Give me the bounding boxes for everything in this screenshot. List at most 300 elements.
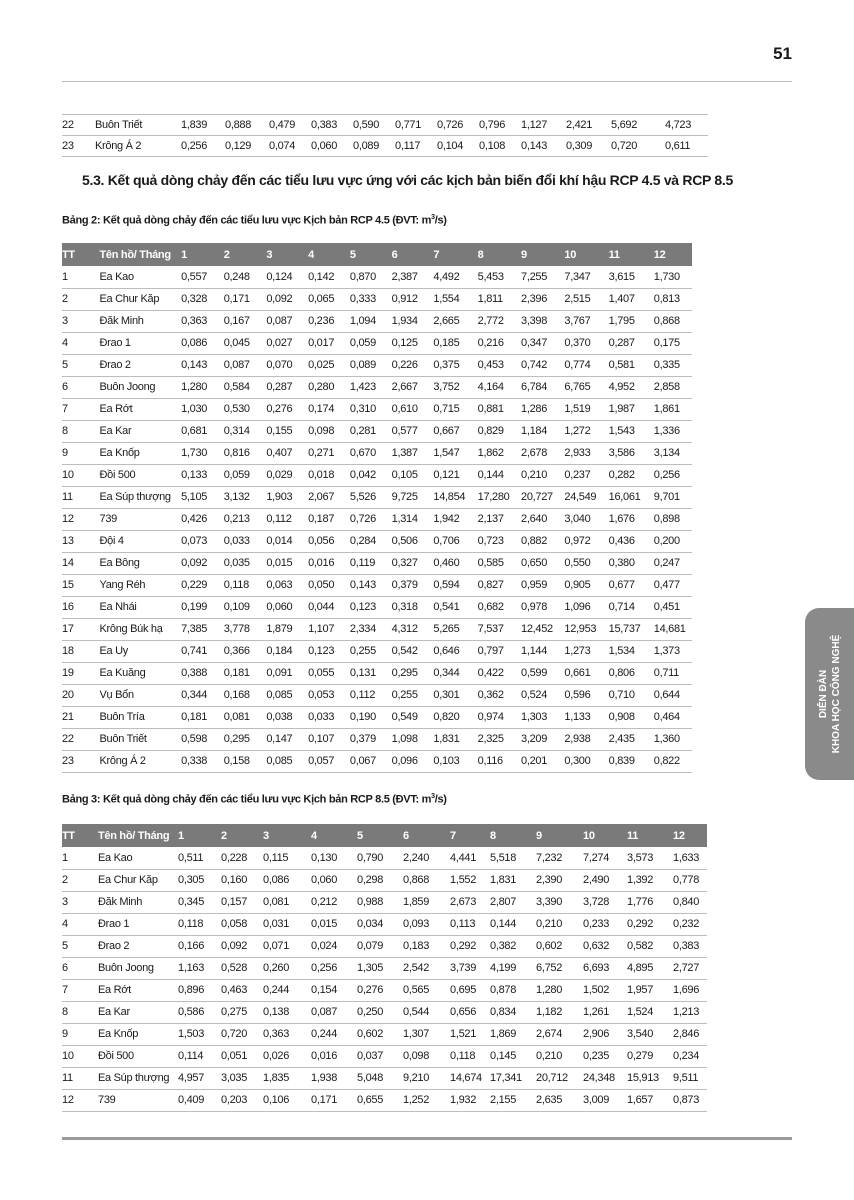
- table-row: [62, 913, 707, 935]
- table-cell: 10: [62, 464, 100, 486]
- table-cell: 0,333: [350, 288, 392, 310]
- table-cell: Ea Rớt: [100, 398, 182, 420]
- table-cell: 1,534: [609, 640, 654, 662]
- column-header: 11: [608, 248, 620, 261]
- table-cell: 7: [62, 398, 100, 420]
- table-cell: 0,087: [311, 1001, 357, 1023]
- table-cell: 0,060: [311, 136, 353, 157]
- table-cell: Đồi 500: [100, 464, 182, 486]
- table-cell: 1,360: [654, 728, 692, 750]
- table-cell: 0,726: [437, 115, 479, 136]
- table-cell: 0,244: [263, 979, 311, 1001]
- table-cell: 0,741: [181, 640, 224, 662]
- table-cell: 0,816: [224, 442, 267, 464]
- table-cell: 1,730: [181, 442, 224, 464]
- table-cell: 0,292: [450, 935, 490, 957]
- table-cell: Krông Á 2: [100, 750, 182, 772]
- table-cell: 0,229: [181, 574, 224, 596]
- table-cell: 0,978: [521, 596, 564, 618]
- table-cell: 0,276: [266, 398, 308, 420]
- table-cell: 0,133: [181, 464, 224, 486]
- table-cell: 1,835: [263, 1067, 311, 1089]
- table-cell: 14,674: [450, 1067, 490, 1089]
- table-cell: Buôn Joong: [98, 957, 178, 979]
- column-header: 9: [521, 248, 527, 261]
- table-cell: 0,031: [263, 913, 311, 935]
- table-cell: 1,127: [521, 115, 566, 136]
- table3: [62, 824, 707, 1112]
- table-cell: 6,784: [521, 376, 564, 398]
- table-cell: 0,774: [564, 354, 608, 376]
- table-row: [62, 1089, 707, 1111]
- table-cell: 0,726: [350, 508, 392, 530]
- table-cell: 1,107: [308, 618, 350, 640]
- table-cell: 3,778: [224, 618, 267, 640]
- table-cell: Đăk Minh: [98, 891, 178, 913]
- table-cell: 0,882: [521, 530, 564, 552]
- table-cell: 7: [62, 979, 98, 1001]
- table-row: [62, 662, 692, 684]
- table-cell: 0,045: [224, 332, 267, 354]
- table-cell: 1: [62, 847, 98, 869]
- table-cell: 20,712: [536, 1067, 583, 1089]
- table-cell: 0,281: [350, 420, 392, 442]
- table-cell: 0,092: [266, 288, 308, 310]
- table-cell: 0,113: [450, 913, 490, 935]
- column-header: 1: [181, 248, 187, 261]
- table-cell: 9: [62, 1023, 98, 1045]
- table-cell: 0,644: [654, 684, 692, 706]
- table-cell: 0,089: [350, 354, 392, 376]
- table-row: [62, 728, 692, 750]
- table-row: [62, 486, 692, 508]
- table-cell: 24,348: [583, 1067, 627, 1089]
- table-cell: Ea Rớt: [98, 979, 178, 1001]
- table-cell: 0,210: [521, 464, 564, 486]
- table-cell: 1,932: [450, 1089, 490, 1111]
- table-row: [62, 464, 692, 486]
- table-cell: 4,492: [433, 266, 477, 288]
- table-cell: 1,861: [654, 398, 692, 420]
- table-cell: 1,184: [521, 420, 564, 442]
- table-cell: 0,868: [403, 869, 450, 891]
- table-cell: 0,528: [221, 957, 263, 979]
- table-cell: 0,250: [357, 1001, 403, 1023]
- side-tab-line1: DIỄN ĐÀN: [817, 669, 829, 719]
- table-cell: 0,318: [392, 596, 434, 618]
- table-cell: 4,199: [490, 957, 536, 979]
- table-cell: 0,723: [478, 530, 521, 552]
- table-cell: 0,375: [433, 354, 477, 376]
- table-cell: 0,379: [392, 574, 434, 596]
- table-cell: 0,898: [654, 508, 692, 530]
- table-cell: 0,771: [395, 115, 437, 136]
- table-cell: 0,287: [609, 332, 654, 354]
- table-cell: 1,547: [433, 442, 477, 464]
- table-cell: 0,167: [224, 310, 267, 332]
- table-cell: 0,226: [392, 354, 434, 376]
- table-cell: 3,739: [450, 957, 490, 979]
- table-cell: 0,033: [308, 706, 350, 728]
- table-row: [62, 574, 692, 596]
- table-cell: Vụ Bổn: [100, 684, 182, 706]
- table-cell: 3,752: [433, 376, 477, 398]
- table-cell: 9: [62, 442, 100, 464]
- table-cell: 1,862: [478, 442, 521, 464]
- table-cell: 1,286: [521, 398, 564, 420]
- table-cell: 1,280: [536, 979, 583, 1001]
- table-cell: 12: [62, 1089, 98, 1111]
- table-cell: 0,309: [566, 136, 611, 157]
- table-cell: 2,678: [521, 442, 564, 464]
- table-cell: 1,423: [350, 376, 392, 398]
- table-row: [62, 354, 692, 376]
- table-cell: 0,453: [478, 354, 521, 376]
- column-header: 4: [311, 829, 317, 842]
- table-cell: 0,058: [221, 913, 263, 935]
- table-cell: 0,138: [263, 1001, 311, 1023]
- table-cell: 11: [62, 486, 100, 508]
- table-cell: 0,091: [266, 662, 308, 684]
- table-cell: 0,256: [311, 957, 357, 979]
- table-cell: 15,737: [609, 618, 654, 640]
- table-cell: 0,144: [490, 913, 536, 935]
- table-cell: 0,881: [478, 398, 521, 420]
- column-header: 4: [308, 248, 314, 261]
- table-cell: 23: [62, 750, 100, 772]
- table-cell: 1,213: [673, 1001, 707, 1023]
- table-cell: 15,913: [627, 1067, 673, 1089]
- table-cell: 0,119: [350, 552, 392, 574]
- column-header: 2: [221, 829, 227, 842]
- table-cell: 0,363: [263, 1023, 311, 1045]
- table-cell: 0,121: [433, 464, 477, 486]
- table-cell: 3: [62, 891, 98, 913]
- table-cell: 0,081: [263, 891, 311, 913]
- table-cell: 2,933: [564, 442, 608, 464]
- table-cell: Ea Kao: [98, 847, 178, 869]
- column-header: 5: [349, 248, 356, 261]
- table-cell: 0,282: [609, 464, 654, 486]
- table-cell: 1,776: [627, 891, 673, 913]
- table-cell: 0,682: [478, 596, 521, 618]
- table-cell: 0,477: [654, 574, 692, 596]
- table-cell: 0,720: [221, 1023, 263, 1045]
- table-cell: 2,906: [583, 1023, 627, 1045]
- table-row: [62, 136, 708, 157]
- table-cell: 0,646: [433, 640, 477, 662]
- table-cell: 0,107: [308, 728, 350, 750]
- table-cell: 24,549: [564, 486, 608, 508]
- table-row: [62, 618, 692, 640]
- table-cell: 0,067: [350, 750, 392, 772]
- table-cell: 0,109: [224, 596, 267, 618]
- table-cell: 1,182: [536, 1001, 583, 1023]
- table-cell: 14,854: [433, 486, 477, 508]
- table-cell: 2,515: [564, 288, 608, 310]
- table-cell: 0,063: [266, 574, 308, 596]
- table-cell: 0,797: [478, 640, 521, 662]
- table-cell: Đội 4: [100, 530, 182, 552]
- table-cell: 0,074: [269, 136, 311, 157]
- table-cell: 0,382: [490, 935, 536, 957]
- table-row: [62, 288, 692, 310]
- table-cell: 0,027: [266, 332, 308, 354]
- table-cell: 0,530: [224, 398, 267, 420]
- table-cell: 1,903: [266, 486, 308, 508]
- table-cell: 1,133: [564, 706, 608, 728]
- table-cell: 2,673: [450, 891, 490, 913]
- table-cell: 0,255: [392, 684, 434, 706]
- table-cell: 0,670: [350, 442, 392, 464]
- table-cell: 13: [62, 530, 100, 552]
- table-cell: 0,276: [357, 979, 403, 1001]
- table-cell: 0,271: [308, 442, 350, 464]
- table-cell: 1,305: [357, 957, 403, 979]
- table-cell: 1,407: [609, 288, 654, 310]
- table-cell: Ea Nhái: [100, 596, 182, 618]
- table-cell: 0,370: [564, 332, 608, 354]
- table-cell: 1,957: [627, 979, 673, 1001]
- side-tab: [805, 608, 854, 780]
- table-cell: 0,300: [564, 750, 608, 772]
- table-cell: 8: [62, 1001, 98, 1023]
- table-cell: 0,379: [350, 728, 392, 750]
- table-cell: 1,307: [403, 1023, 450, 1045]
- table-cell: 0,301: [433, 684, 477, 706]
- table-cell: 0,813: [654, 288, 692, 310]
- table-cell: 3,767: [564, 310, 608, 332]
- table-cell: 9,511: [673, 1067, 707, 1089]
- table-cell: 0,460: [433, 552, 477, 574]
- column-header: 3: [266, 248, 273, 261]
- table-cell: 0,087: [266, 310, 308, 332]
- table-row: [62, 115, 708, 136]
- table-cell: 1,676: [609, 508, 654, 530]
- table-cell: 0,422: [478, 662, 521, 684]
- table-cell: 0,328: [181, 288, 224, 310]
- table-cell: 0,105: [392, 464, 434, 486]
- table-cell: 2,542: [403, 957, 450, 979]
- table-cell: 0,026: [263, 1045, 311, 1067]
- table-cell: 2,435: [609, 728, 654, 750]
- table-row: [62, 310, 692, 332]
- table-cell: 16: [62, 596, 100, 618]
- table-cell: 0,108: [479, 136, 521, 157]
- table-cell: 0,118: [178, 913, 221, 935]
- table-cell: 0,228: [221, 847, 263, 869]
- table-cell: 7,232: [536, 847, 583, 869]
- table-cell: 23: [62, 136, 95, 157]
- table-cell: 0,363: [181, 310, 224, 332]
- table-cell: 0,335: [654, 354, 692, 376]
- table-cell: 1,261: [583, 1001, 627, 1023]
- table-cell: 2,155: [490, 1089, 536, 1111]
- table-cell: 0,695: [450, 979, 490, 1001]
- table-cell: 1,942: [433, 508, 477, 530]
- table-cell: 12,452: [521, 618, 564, 640]
- table-cell: 9,725: [392, 486, 434, 508]
- table-cell: 0,599: [521, 662, 564, 684]
- table-cell: 3,040: [564, 508, 608, 530]
- table-cell: 7,537: [478, 618, 521, 640]
- table-cell: 0,053: [308, 684, 350, 706]
- table-row: [62, 684, 692, 706]
- table-cell: 0,585: [478, 552, 521, 574]
- table-cell: 0,586: [178, 1001, 221, 1023]
- table-cell: 2,390: [536, 869, 583, 891]
- table-cell: 0,677: [609, 574, 654, 596]
- table-cell: 1,552: [450, 869, 490, 891]
- table-cell: 2,858: [654, 376, 692, 398]
- table-cell: 14,681: [654, 618, 692, 640]
- table-cell: 0,584: [224, 376, 267, 398]
- table-cell: 0,199: [181, 596, 224, 618]
- table-cell: 0,065: [308, 288, 350, 310]
- table-cell: 0,888: [225, 115, 269, 136]
- table-cell: 0,656: [450, 1001, 490, 1023]
- table-cell: 0,878: [490, 979, 536, 1001]
- table-row: [62, 420, 692, 442]
- table-cell: 0,426: [181, 508, 224, 530]
- table-cell: 2,665: [433, 310, 477, 332]
- table-cell: 2,240: [403, 847, 450, 869]
- table-cell: 0,557: [181, 266, 224, 288]
- table-cell: Ea Kar: [100, 420, 182, 442]
- table-cell: 0,185: [433, 332, 477, 354]
- table-cell: 0,380: [609, 552, 654, 574]
- table-cell: 5,265: [433, 618, 477, 640]
- table-cell: 0,236: [308, 310, 350, 332]
- table-cell: 0,244: [311, 1023, 357, 1045]
- table-row: [62, 640, 692, 662]
- table-cell: 0,366: [224, 640, 267, 662]
- table-cell: 19: [62, 662, 100, 684]
- table-cell: 0,124: [266, 266, 308, 288]
- table-cell: 17,280: [478, 486, 521, 508]
- table-cell: 2: [62, 869, 98, 891]
- table-cell: 5: [62, 354, 100, 376]
- table-cell: 0,086: [263, 869, 311, 891]
- table-cell: 0,972: [564, 530, 608, 552]
- page-number: 51: [773, 44, 792, 63]
- table-cell: 0,661: [564, 662, 608, 684]
- table-cell: 0,155: [266, 420, 308, 442]
- table-cell: 1,303: [521, 706, 564, 728]
- table-cell: 2,334: [350, 618, 392, 640]
- column-header: 9: [536, 829, 542, 842]
- table-cell: 6,765: [564, 376, 608, 398]
- table-row: [62, 869, 707, 891]
- table-cell: 20,727: [521, 486, 564, 508]
- table-cell: 2,325: [478, 728, 521, 750]
- table-cell: 0,038: [266, 706, 308, 728]
- table-cell: 8: [62, 420, 100, 442]
- table-cell: 0,115: [263, 847, 311, 869]
- table-cell: Yang Réh: [100, 574, 182, 596]
- table-cell: 3,540: [627, 1023, 673, 1045]
- table-cell: 0,116: [478, 750, 521, 772]
- table-cell: Ea Súp thượng: [98, 1067, 178, 1089]
- table-cell: 1,096: [564, 596, 608, 618]
- table-cell: 1,273: [564, 640, 608, 662]
- table-cell: 0,044: [308, 596, 350, 618]
- table-cell: 1,524: [627, 1001, 673, 1023]
- table-cell: 0,344: [433, 662, 477, 684]
- table-cell: 0,160: [221, 869, 263, 891]
- table3-caption: Bảng 3: Kết quả dòng chảy đến các tiểu lưu vực Kịch bản RCP 8.5 (ĐVT: $m^3/s$): [62, 793, 447, 806]
- table-cell: 4,441: [450, 847, 490, 869]
- table-cell: 1,633: [673, 847, 707, 869]
- table-cell: 2,938: [564, 728, 608, 750]
- table-cell: 1,163: [178, 957, 221, 979]
- table-cell: 0,383: [673, 935, 707, 957]
- table-row: [62, 957, 707, 979]
- table-cell: 0,181: [224, 662, 267, 684]
- table-cell: 0,114: [178, 1045, 221, 1067]
- table-cell: 1,387: [392, 442, 434, 464]
- table-cell: Ea Súp thượng: [100, 486, 182, 508]
- table-cell: 2,137: [478, 508, 521, 530]
- table-cell: 0,667: [433, 420, 477, 442]
- table-row: [62, 266, 692, 288]
- table-cell: 4: [62, 332, 100, 354]
- table-cell: 0,131: [350, 662, 392, 684]
- table-cell: 1,280: [181, 376, 224, 398]
- table-cell: 1,392: [627, 869, 673, 891]
- table-cell: 3,132: [224, 486, 267, 508]
- table-cell: 1,811: [478, 288, 521, 310]
- table-cell: 0,168: [224, 684, 267, 706]
- table-cell: 0,829: [478, 420, 521, 442]
- table-cell: 0,284: [350, 530, 392, 552]
- table-row: [62, 332, 692, 354]
- table-cell: 0,117: [395, 136, 437, 157]
- continued-table: [62, 114, 708, 157]
- table-cell: 5,048: [357, 1067, 403, 1089]
- table-cell: 0,839: [609, 750, 654, 772]
- table-cell: 0,130: [311, 847, 357, 869]
- table-cell: 0,235: [583, 1045, 627, 1067]
- table-cell: 0,085: [266, 684, 308, 706]
- table-cell: 0,581: [609, 354, 654, 376]
- table-cell: 0,959: [521, 574, 564, 596]
- table-cell: 0,582: [627, 935, 673, 957]
- table-cell: 5: [62, 935, 98, 957]
- column-header: TT: [62, 829, 75, 842]
- table-cell: 1,252: [403, 1089, 450, 1111]
- table-cell: 0,085: [266, 750, 308, 772]
- table-cell: 0,287: [266, 376, 308, 398]
- table-cell: 0,092: [221, 935, 263, 957]
- table-cell: 0,908: [609, 706, 654, 728]
- column-header: 6: [391, 248, 398, 261]
- table-cell: 0,014: [266, 530, 308, 552]
- table-cell: 22: [62, 115, 95, 136]
- table-cell: 1,938: [311, 1067, 357, 1089]
- table-cell: Ea Chur Kăp: [100, 288, 182, 310]
- table-cell: 5,692: [611, 115, 665, 136]
- column-header: Tên hồ/ Tháng: [99, 248, 171, 261]
- table-cell: 12: [62, 508, 100, 530]
- table-cell: 0,720: [611, 136, 665, 157]
- table-cell: 0,314: [224, 420, 267, 442]
- table-cell: 0,896: [178, 979, 221, 1001]
- table-cell: Đrao 1: [98, 913, 178, 935]
- table-cell: 0,089: [353, 136, 395, 157]
- table-cell: 0,092: [181, 552, 224, 574]
- table-cell: 0,056: [308, 530, 350, 552]
